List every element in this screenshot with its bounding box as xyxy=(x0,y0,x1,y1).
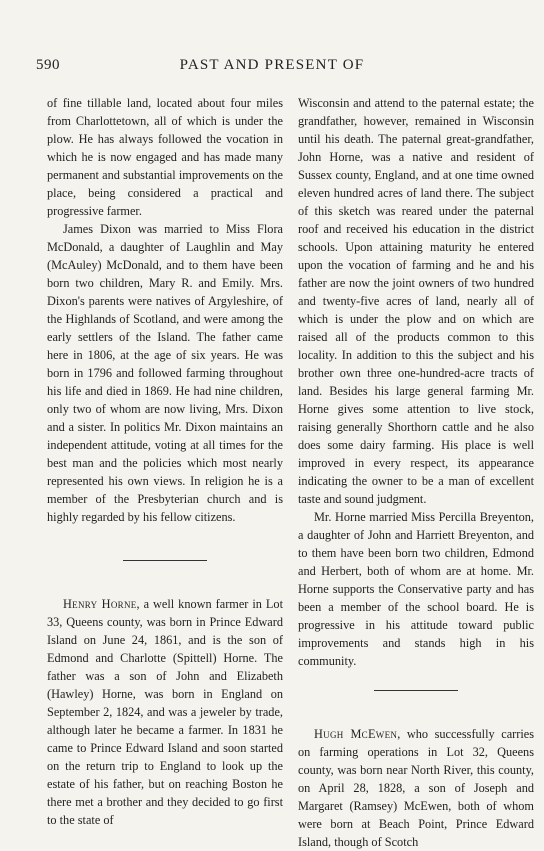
paragraph-dixon-farm: of fine tillable land, located about four miles from Charlottetown, all of which is under the plow. He has always followed the vocation in which he is now engaged and has made many permanent and substantial improvements on the place, being considered a practical and progressive farmer. xyxy=(47,96,283,218)
subject-name-hugh-mcewen: Hugh McEwen xyxy=(314,727,398,741)
paragraph-horne-estate: Wisconsin and attend to the paternal estate; the grandfather, however, remained in Wisconsin until his death. The paternal great-grandfather, John Horne, was a native and resident of Sussex county, England, and at one time owned eleven hundred acres of land there. The subject of this sketch was reared under the paternal roof and received his education in the district schools. Upon attaining maturity he entered upon the vocation of farming and he and his father are now the joint owners of two hundred and twenty-five acres of land, nearly all of which is under the plow and on which are raised all of the products common to this locality. In addition to this the subject and his brother own three one-hundred-acre tracts of land. Besides his large general farming Mr. Horne gives some attention to live stock, raising generally Shorthorn cattle and he also does some dairy farming. His place is well improved in every respect, its appearance indicating the owner to be a man of excellent taste and sound judgment. xyxy=(298,96,534,506)
page-number: 590 xyxy=(36,57,60,73)
paragraph-hugh-mcewen xyxy=(298,725,534,851)
paragraph-henry-horne-text: , a well known farmer in Lot 33, Queens county, was born in Prince Edward Island on June 24, 1861, and is the son of Edmond and Charlotte (Spittell) Horne. The father was a son of John and Elizabeth (Hawley) Horne, was born in England on September 2, 1824, and was a jeweler by trade, although later he became a farmer. In 1831 he came to Prince Edward Island and soon started on the return trip to England to look up the estate of his father, but on reaching Boston he there met a brother and they decided to go first to the state of xyxy=(47,597,284,827)
right-column xyxy=(298,94,534,851)
running-head: PAST AND PRESENT OF xyxy=(179,57,365,73)
paragraph-henry-horne xyxy=(47,595,283,829)
paragraph-horne-family: Mr. Horne married Miss Percilla Breyenton, a daughter of John and Harriett Breyenton, and to them have been born two children, Edmond and Herbert, both of whom are at home. Mr. Horne supports the Conservative party and has been a member of the school board. He is progressive in his attitude toward public improvements and stands high in his community. xyxy=(298,510,534,668)
paragraph-dixon-family: James Dixon was married to Miss Flora McDonald, a daughter of Laughlin and May (McAuley) McDonald, and to them have been born two children, Mary R. and Emily. Mrs. Dixon's parents were natives of Argyleshire, of the Highlands of Scotland, and were among the early settlers of the Island. The father came here in 1806, at the age of six years. He was born in 1796 and followed farming throughout his life and died in 1869. He had nine children, only two of whom are now living, Mrs. Dixon and a sister. In politics Mr. Dixon maintains an independent attitude, voting at all times for the best man and the policies which most nearly represented his own views. In religion he is a member of the Presbyterian church and is highly regarded by his fellow citizens. xyxy=(47,222,283,524)
left-column xyxy=(47,94,283,829)
page-header xyxy=(36,57,508,79)
subject-name-henry-horne: Henry Horne xyxy=(63,597,137,611)
paragraph-hugh-mcewen-text: , who successfully carries on farming operations in Lot 32, Queens county, was born near North River, this county, on April 28, 1828, a son of Joseph and Margaret (Ramsey) McEwen, both of whom were born at Beach Point, Prince Edward Island, though of Scotch xyxy=(298,727,534,849)
